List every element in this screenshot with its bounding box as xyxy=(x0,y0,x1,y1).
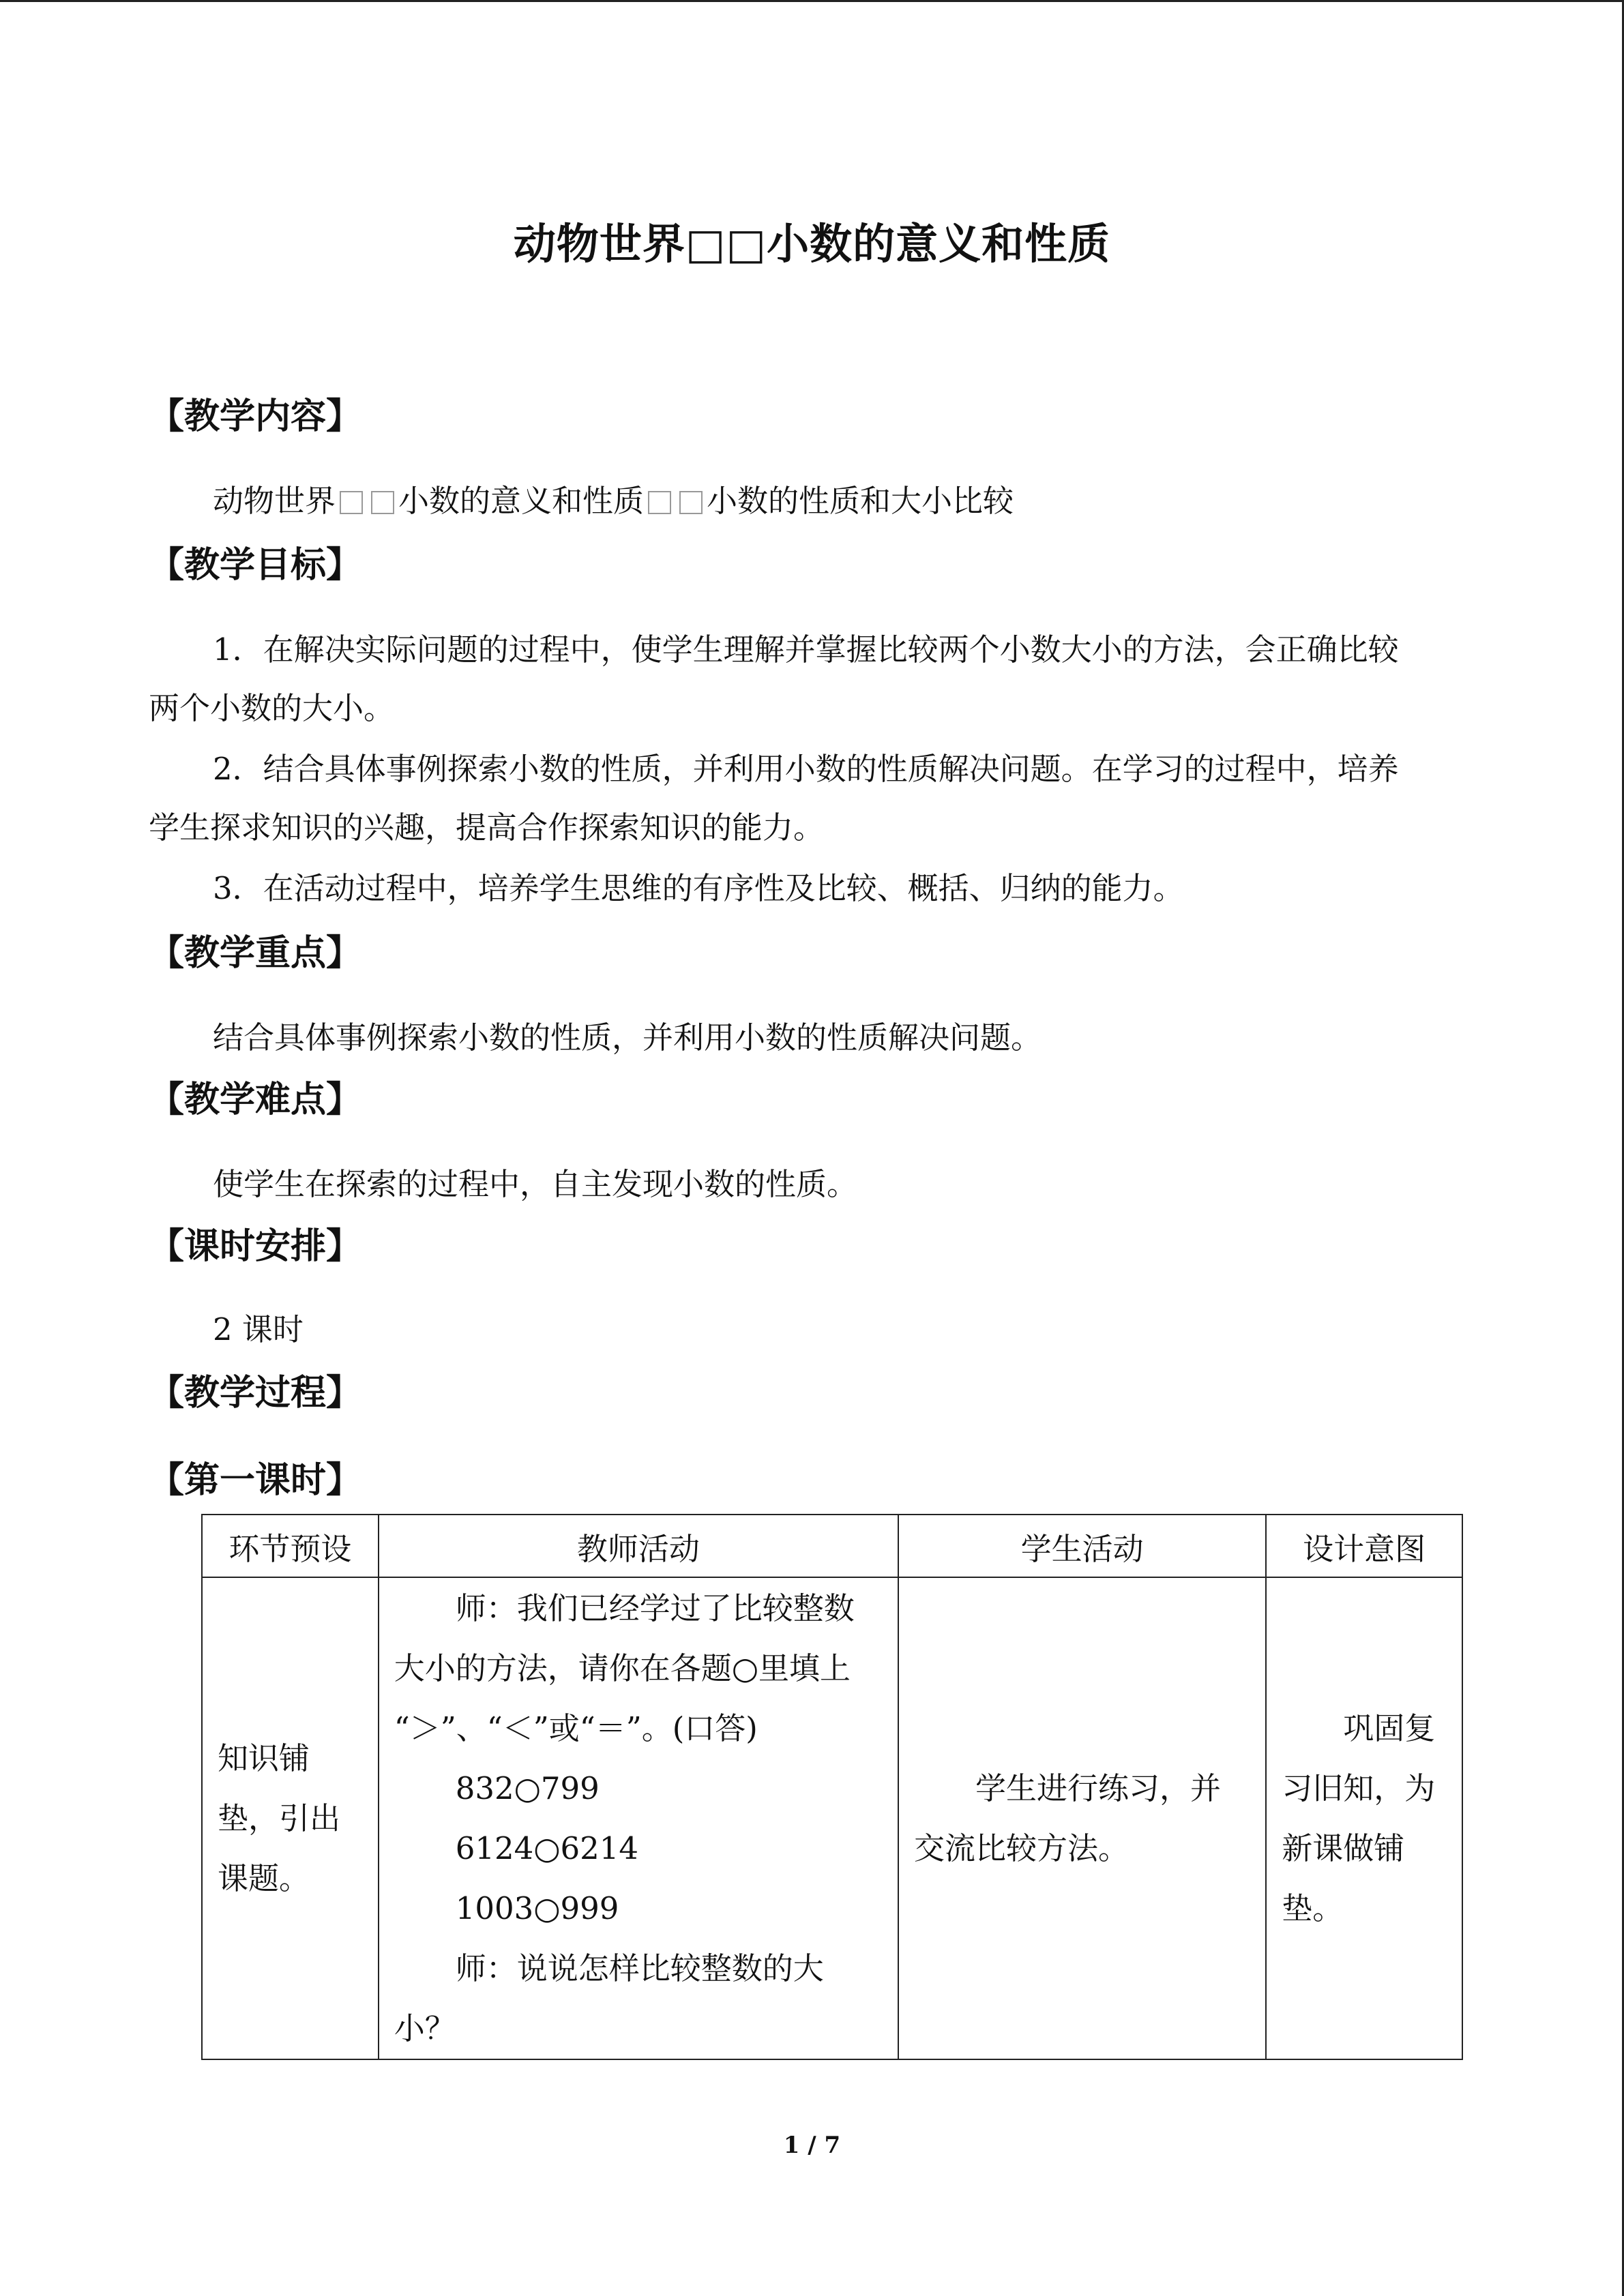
stage-line: 知识铺 xyxy=(218,1740,310,1776)
stage-line: 垫，引出 xyxy=(218,1800,341,1836)
intent-line: 习旧知，为 xyxy=(1282,1770,1436,1806)
goal-3: 3．在活动过程中，培养学生思维的有序性及比较、概括、归纳的能力。 xyxy=(213,870,1184,906)
heading-teaching-goals: 【教学目标】 xyxy=(149,544,362,586)
teacher-line: 师：我们已经学过了比较整数 xyxy=(455,1590,855,1626)
teacher-line: 小？ xyxy=(394,2010,456,2046)
goal-2-line-1: 2．结合具体事例探索小数的性质，并利用小数的性质解决问题。在学习的过程中，培养 xyxy=(213,751,1399,787)
header-teacher-activity: 教师活动 xyxy=(379,1515,898,1577)
table-row xyxy=(202,1577,1462,2059)
difficulties-text: 使学生在探索的过程中，自主发现小数的性质。 xyxy=(213,1166,858,1202)
lesson-table xyxy=(201,1514,1463,2060)
table-header-row xyxy=(202,1515,1462,1577)
teacher-line: “＞”、“＜”或“＝”。(口答) xyxy=(394,1710,758,1746)
page-number: 1 / 7 xyxy=(783,2132,841,2159)
teacher-line: 832○799 xyxy=(455,1770,600,1806)
schedule-text: 2 课时 xyxy=(213,1311,304,1347)
intent-line: 垫。 xyxy=(1282,1890,1344,1926)
content-part-a: 动物世界 xyxy=(213,483,336,519)
heading-difficulties: 【教学难点】 xyxy=(149,1079,362,1120)
student-line: 交流比较方法。 xyxy=(913,1830,1129,1866)
heading-teaching-content: 【教学内容】 xyxy=(149,396,362,437)
heading-key-points: 【教学重点】 xyxy=(149,932,362,974)
intent-line: 巩固复 xyxy=(1343,1710,1436,1746)
content-part-b: 小数的意义和性质 xyxy=(398,483,645,519)
intent-line: 新课做铺 xyxy=(1282,1830,1405,1866)
cell-student-activity xyxy=(898,1577,1266,2059)
header-design-intent: 设计意图 xyxy=(1266,1515,1462,1577)
cell-design-intent xyxy=(1266,1577,1462,2059)
heading-first-lesson: 【第一课时】 xyxy=(149,1459,362,1501)
cell-teacher-activity xyxy=(379,1577,898,2059)
header-student-activity: 学生活动 xyxy=(898,1515,1266,1577)
key-points-text: 结合具体事例探索小数的性质，并利用小数的性质解决问题。 xyxy=(213,1019,1042,1056)
heading-teaching-process: 【教学过程】 xyxy=(149,1372,362,1414)
teacher-line: 大小的方法，请你在各题○里填上 xyxy=(394,1650,851,1686)
placeholder-box-icon xyxy=(340,491,363,514)
placeholder-box-icon xyxy=(679,491,703,514)
page-border-top xyxy=(0,0,1624,2)
teacher-line: 师：说说怎样比较整数的大 xyxy=(455,1950,824,1986)
goal-2-line-2: 学生探求知识的兴趣，提高合作探索知识的能力。 xyxy=(149,809,825,846)
heading-schedule: 【课时安排】 xyxy=(149,1225,362,1267)
student-line: 学生进行练习，并 xyxy=(975,1770,1221,1806)
document-title: 动物世界□□小数的意义和性质 xyxy=(513,219,1111,269)
cell-stage xyxy=(202,1577,379,2059)
header-stage: 环节预设 xyxy=(202,1515,379,1577)
teaching-content-text xyxy=(213,476,1014,520)
goal-1-line-2: 两个小数的大小。 xyxy=(149,690,395,726)
content-part-c: 小数的性质和大小比较 xyxy=(707,483,1014,519)
stage-line: 课题。 xyxy=(218,1860,310,1896)
placeholder-box-icon xyxy=(648,491,671,514)
teacher-line: 1003○999 xyxy=(455,1890,619,1926)
goal-1-line-1: 1．在解决实际问题的过程中，使学生理解并掌握比较两个小数大小的方法，会正确比较 xyxy=(213,631,1399,668)
teacher-line: 6124○6214 xyxy=(455,1830,639,1866)
placeholder-box-icon xyxy=(371,491,394,514)
